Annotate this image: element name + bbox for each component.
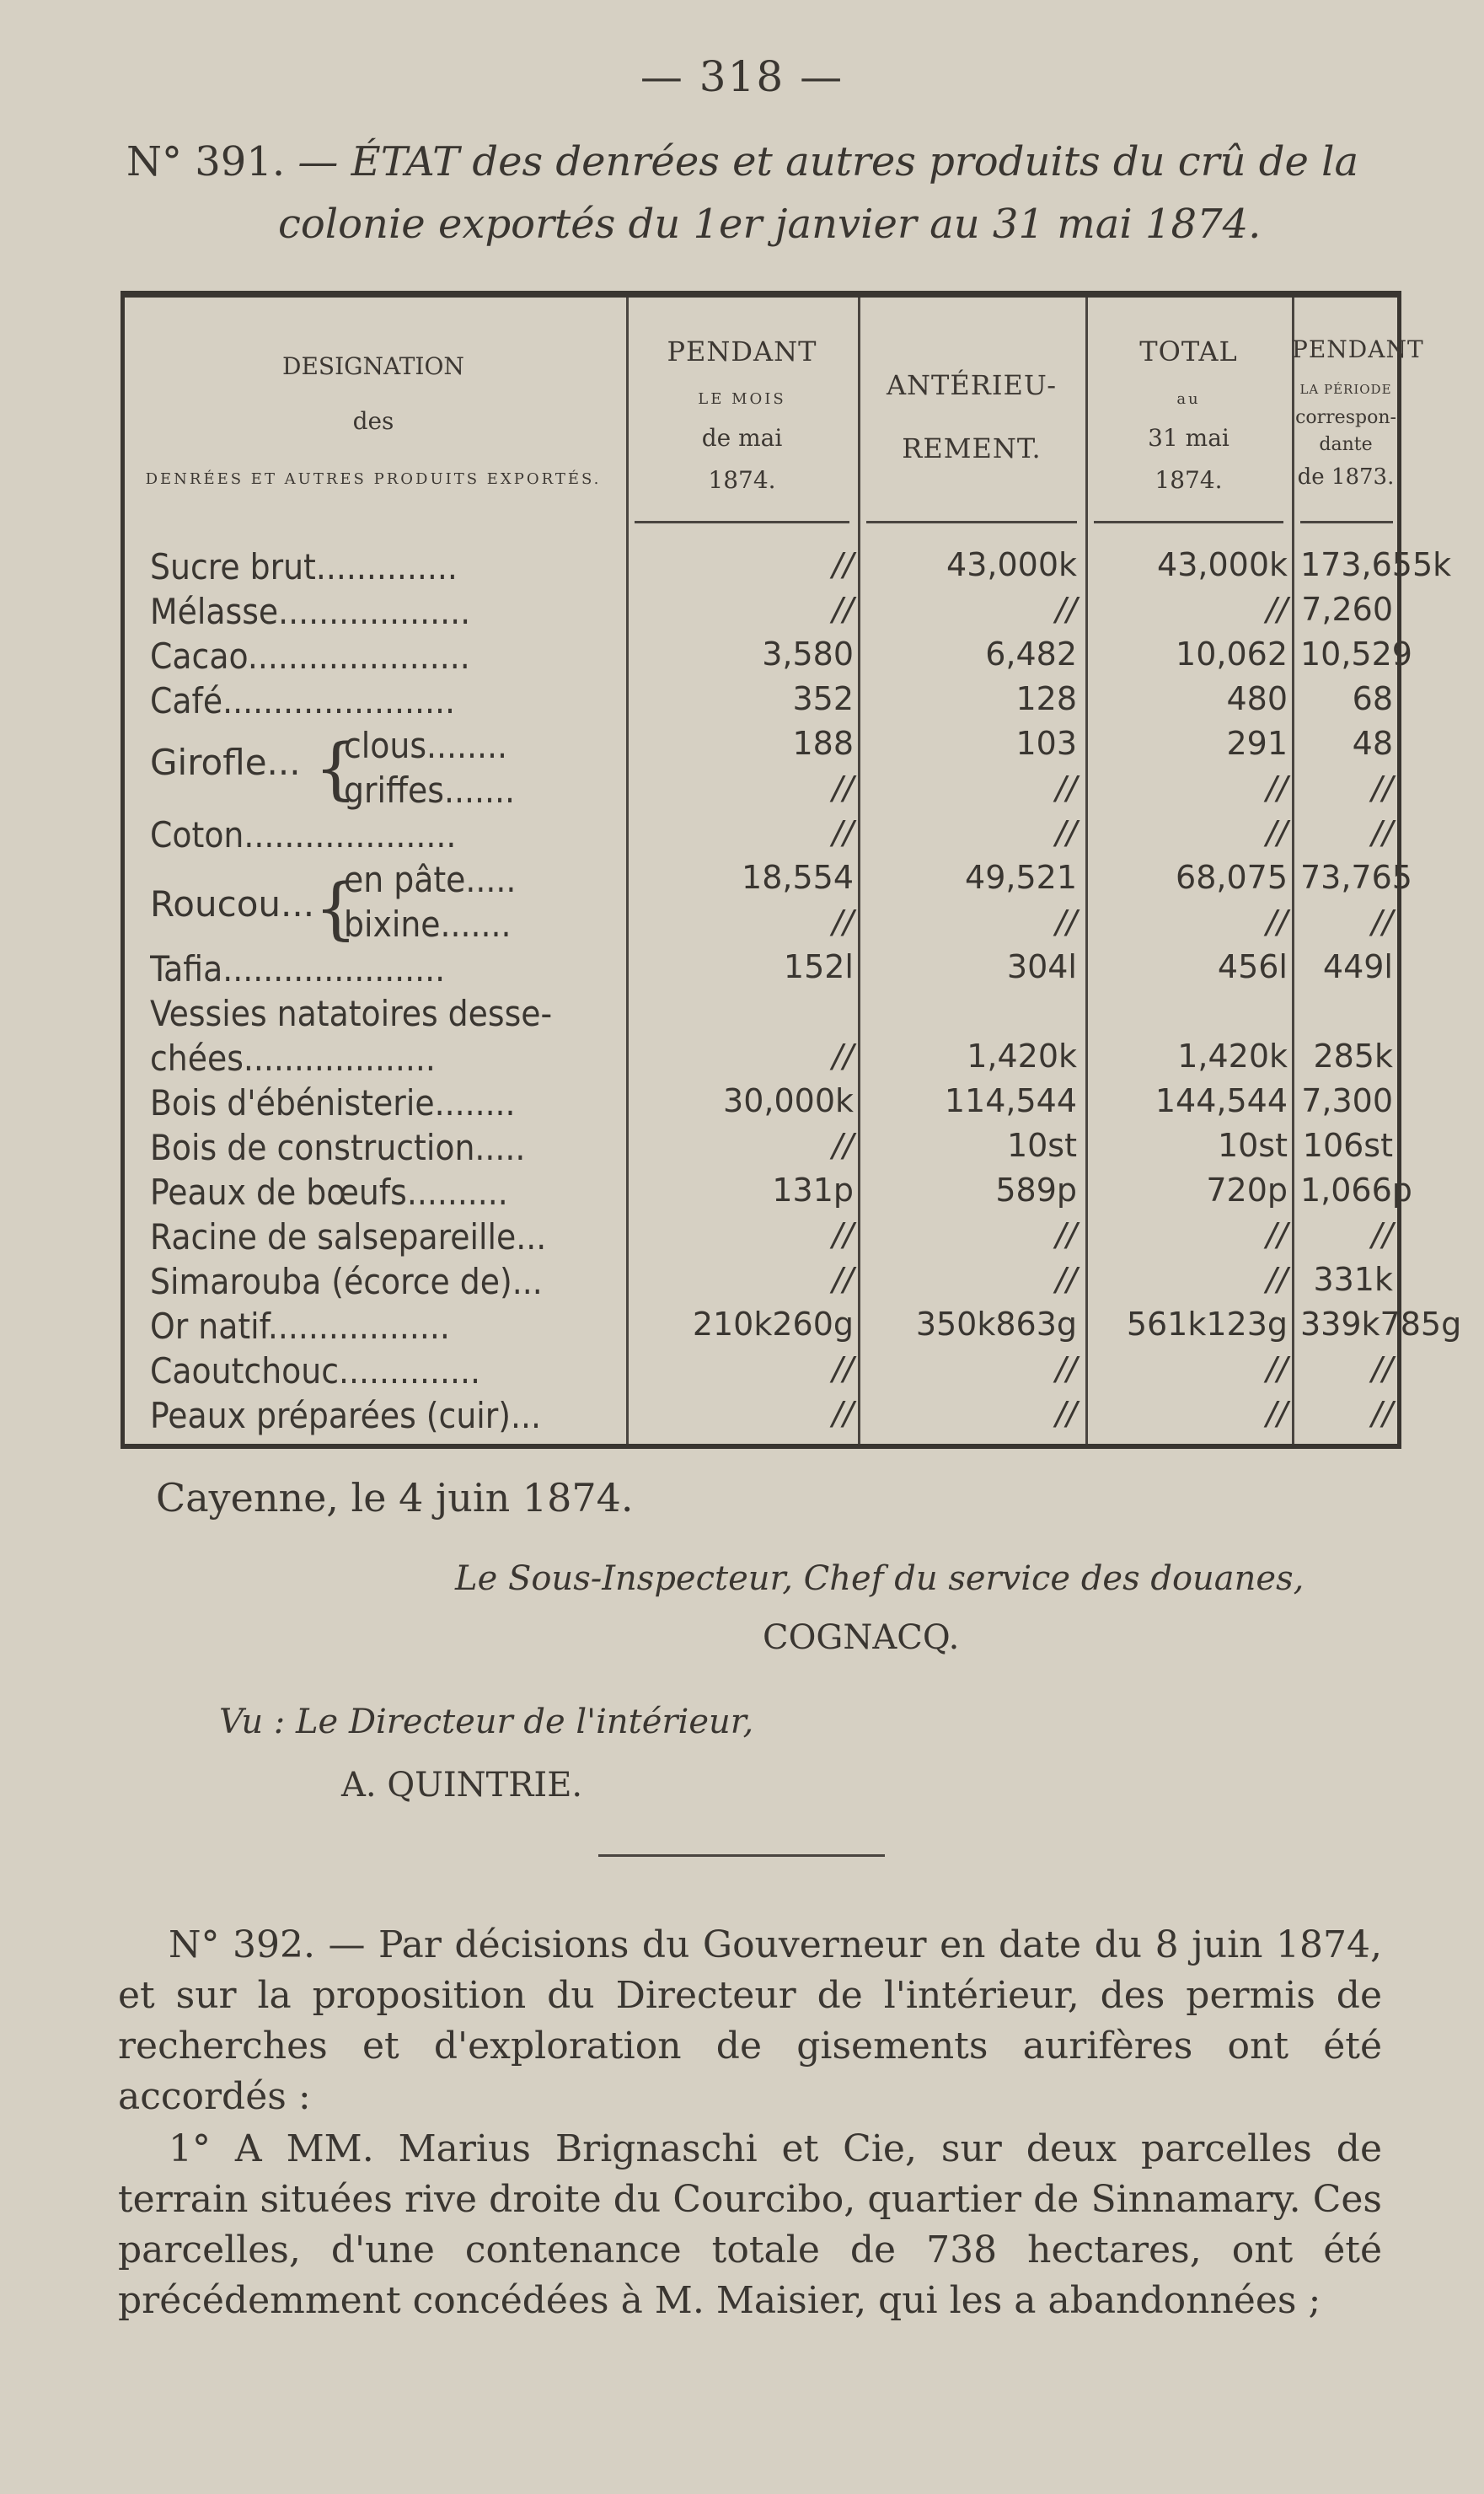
row-value-c4: 68 bbox=[1352, 680, 1393, 717]
row-value-c3: // bbox=[1266, 1395, 1288, 1432]
header-de-1873: de 1873. bbox=[1297, 464, 1395, 490]
title-line-2: colonie exportés du 1er janvier au 31 mai 1874. bbox=[278, 201, 1262, 248]
header-au: au bbox=[1176, 390, 1201, 408]
row-value-c1: // bbox=[832, 770, 854, 807]
row-value-c4: // bbox=[1371, 904, 1393, 941]
row-value-c3: 1,420k bbox=[1177, 1038, 1288, 1075]
header-correspon: correspon- bbox=[1295, 407, 1396, 428]
title-line-1: — ÉTAT des denrées et autres produits du crû de la bbox=[285, 138, 1359, 185]
document-title bbox=[126, 131, 1407, 255]
row-value-c3: 10st bbox=[1217, 1127, 1288, 1164]
row-value-c4: 339k785g bbox=[1300, 1306, 1462, 1343]
row-product-name: Mélasse................... bbox=[150, 591, 471, 632]
row-value-c3: // bbox=[1266, 770, 1288, 807]
row-value-c1: // bbox=[832, 1127, 854, 1164]
signature-title: Le Sous-Inspecteur, Chef du service des douanes, bbox=[455, 1559, 1305, 1598]
header-dante: dante bbox=[1319, 434, 1373, 455]
row-value-c2: 304l bbox=[1006, 948, 1077, 985]
row-value-c3: 561k123g bbox=[1126, 1306, 1288, 1343]
place-date: Cayenne, le 4 juin 1874. bbox=[156, 1475, 634, 1521]
section-separator bbox=[598, 1854, 885, 1857]
row-value-c1: // bbox=[832, 1216, 854, 1253]
row-product-name: Bois de construction..... bbox=[150, 1127, 526, 1168]
row-value-c3: // bbox=[1266, 1216, 1288, 1253]
row-value-c2: 49,521 bbox=[965, 859, 1077, 896]
table-row bbox=[121, 680, 1401, 727]
row-value-c3: // bbox=[1266, 1350, 1288, 1387]
row-value-c4: 173,655k bbox=[1300, 546, 1452, 583]
header-anterieu: ANTÉRIEU- bbox=[886, 369, 1058, 401]
row-value-c1: 131p bbox=[772, 1172, 854, 1209]
row-value-c2: // bbox=[1055, 814, 1077, 851]
row-value-c3: 480 bbox=[1226, 680, 1288, 717]
row-value-c4: // bbox=[1371, 1350, 1393, 1387]
row-value-c4: 7,300 bbox=[1301, 1082, 1393, 1119]
row-value-c4: // bbox=[1371, 1395, 1393, 1432]
roucou-label: Roucou... bbox=[150, 883, 315, 925]
row-value-c1: // bbox=[832, 814, 854, 851]
header-rule-1 bbox=[635, 521, 849, 523]
header-rule-4 bbox=[1300, 521, 1393, 523]
row-product-name: Café....................... bbox=[150, 680, 456, 721]
header-rule-3 bbox=[1094, 521, 1283, 523]
table-row bbox=[121, 725, 1401, 772]
table-row bbox=[121, 1350, 1401, 1397]
exports-table bbox=[121, 291, 1462, 1449]
header-31-mai: 31 mai bbox=[1148, 424, 1230, 452]
row-value-c1: 18,554 bbox=[742, 859, 854, 896]
vu-name: A. QUINTRIE. bbox=[341, 1766, 583, 1805]
signature-name: COGNACQ. bbox=[763, 1618, 960, 1657]
row-value-c4: 331k bbox=[1313, 1261, 1393, 1298]
header-pendant-2: PENDANT bbox=[1292, 335, 1424, 363]
row-value-c4: 48 bbox=[1352, 725, 1393, 762]
table-row bbox=[121, 1127, 1401, 1174]
header-rule-2 bbox=[866, 521, 1077, 523]
header-la-periode: LA PÉRIODE bbox=[1299, 382, 1392, 397]
row-value-c1: 188 bbox=[792, 725, 854, 762]
girofle-label: Girofle... bbox=[150, 742, 301, 783]
row-value-c4: // bbox=[1371, 1216, 1393, 1253]
row-value-c3: // bbox=[1266, 1261, 1288, 1298]
row-value-c4: 106st bbox=[1302, 1127, 1393, 1164]
row-value-c4: // bbox=[1371, 770, 1393, 807]
table-row bbox=[121, 1306, 1462, 1353]
row-value-c3: 720p bbox=[1206, 1172, 1288, 1209]
row-value-c4: 1,066p bbox=[1300, 1172, 1412, 1209]
paragraph-392: N° 392. — Par décisions du Gouverneur en date du 8 juin 1874, et sur la proposition du Directeur de l'intérieur, des permis de recherches et d'exploration de gisements aurifères ont été accordés : bbox=[118, 1923, 1382, 2118]
row-value-c2: // bbox=[1055, 1350, 1077, 1387]
table-row bbox=[121, 993, 1401, 1040]
table-row bbox=[121, 1038, 1401, 1085]
table-row bbox=[121, 770, 1401, 817]
row-value-c2: 589p bbox=[995, 1172, 1077, 1209]
row-value-c2: // bbox=[1055, 904, 1077, 941]
row-value-c3: 291 bbox=[1226, 725, 1288, 762]
row-product-name: chées................... bbox=[150, 1038, 436, 1079]
vu-line: Vu : Le Directeur de l'intérieur, bbox=[219, 1703, 754, 1741]
row-value-c3: // bbox=[1266, 591, 1288, 628]
row-product-name: griffes....... bbox=[344, 770, 515, 811]
row-value-c4: 73,765 bbox=[1300, 859, 1412, 896]
table-row bbox=[121, 814, 1401, 861]
row-value-c4: // bbox=[1371, 814, 1393, 851]
row-product-name: Simarouba (écorce de)... bbox=[150, 1261, 543, 1302]
row-value-c2: 10st bbox=[1006, 1127, 1077, 1164]
table-row bbox=[121, 546, 1452, 593]
row-product-name: Bois d'ébénisterie........ bbox=[150, 1082, 516, 1124]
row-value-c1: 152l bbox=[783, 948, 854, 985]
row-value-c2: 103 bbox=[1015, 725, 1077, 762]
table-row bbox=[121, 591, 1401, 638]
table-row bbox=[121, 1216, 1401, 1263]
row-product-name: Or natif.................. bbox=[150, 1306, 450, 1347]
header-denrees: DENRÉES ET AUTRES PRODUITS EXPORTÉS. bbox=[145, 470, 602, 488]
row-value-c3: 43,000k bbox=[1157, 546, 1288, 583]
header-des: des bbox=[352, 407, 394, 435]
row-product-name: en pâte..... bbox=[344, 859, 517, 900]
row-value-c1: // bbox=[832, 591, 854, 628]
table-row bbox=[121, 948, 1401, 995]
row-product-name: Cacao...................... bbox=[150, 636, 470, 677]
header-pendant: PENDANT bbox=[667, 335, 817, 367]
roucou-brace: { bbox=[314, 869, 357, 947]
table-row bbox=[121, 1082, 1401, 1129]
row-value-c1: 352 bbox=[792, 680, 854, 717]
row-value-c4: 285k bbox=[1313, 1038, 1393, 1075]
row-value-c3: // bbox=[1266, 904, 1288, 941]
row-value-c1: // bbox=[832, 904, 854, 941]
header-rement: REMENT. bbox=[902, 432, 1042, 464]
row-value-c4: 7,260 bbox=[1301, 591, 1393, 628]
row-value-c2: 1,420k bbox=[967, 1038, 1077, 1075]
row-value-c1: 210k260g bbox=[692, 1306, 854, 1343]
row-value-c1: // bbox=[832, 546, 854, 583]
title-number: N° 391. bbox=[126, 138, 286, 185]
row-value-c3: 68,075 bbox=[1176, 859, 1288, 896]
row-value-c2: 114,544 bbox=[944, 1082, 1077, 1119]
table-row bbox=[121, 1172, 1412, 1219]
row-product-name: Sucre brut.............. bbox=[150, 546, 458, 587]
header-1874: 1874. bbox=[708, 466, 776, 494]
paragraph-392-item-1: 1° A MM. Marius Brignaschi et Cie, sur deux parcelles de terrain situées rive droite du Courcibo, quartier de Sinnamary. Ces parcelles, d'une contenance totale de 738 hectares, ont été précédemment concédées à M. Maisier, qui les a abandonnées ; bbox=[118, 2127, 1382, 2322]
header-total-1874: 1874. bbox=[1155, 466, 1223, 494]
header-total: TOTAL bbox=[1139, 335, 1238, 367]
row-value-c2: // bbox=[1055, 1395, 1077, 1432]
table-row bbox=[121, 636, 1412, 683]
row-value-c1: 30,000k bbox=[723, 1082, 854, 1119]
header-le-mois: LE MOIS bbox=[698, 390, 786, 408]
row-product-name: Caoutchouc.............. bbox=[150, 1350, 480, 1392]
row-product-name: clous........ bbox=[344, 725, 508, 766]
row-value-c2: // bbox=[1055, 1261, 1077, 1298]
row-value-c3: 10,062 bbox=[1176, 636, 1288, 673]
row-value-c2: 6,482 bbox=[985, 636, 1077, 673]
row-product-name: Tafia...................... bbox=[150, 948, 446, 990]
header-designation: DESIGNATION bbox=[282, 352, 464, 380]
row-value-c1: // bbox=[832, 1038, 854, 1075]
table-row bbox=[121, 1261, 1401, 1308]
row-product-name: Peaux préparées (cuir)... bbox=[150, 1395, 542, 1436]
row-value-c4: 10,529 bbox=[1300, 636, 1412, 673]
row-value-c2: // bbox=[1055, 770, 1077, 807]
row-value-c1: 3,580 bbox=[762, 636, 854, 673]
girofle-brace: { bbox=[314, 729, 357, 807]
row-value-c3: 144,544 bbox=[1155, 1082, 1288, 1119]
table-row bbox=[121, 1395, 1401, 1442]
page-number: — 318 — bbox=[640, 52, 844, 101]
row-value-c1: // bbox=[832, 1350, 854, 1387]
row-product-name: bixine....... bbox=[344, 904, 512, 945]
row-value-c2: // bbox=[1055, 591, 1077, 628]
row-value-c2: 350k863g bbox=[915, 1306, 1077, 1343]
row-product-name: Racine de salsepareille... bbox=[150, 1216, 547, 1258]
row-product-name: Coton..................... bbox=[150, 814, 457, 855]
row-value-c1: // bbox=[832, 1395, 854, 1432]
row-value-c4: 449l bbox=[1322, 948, 1393, 985]
row-value-c2: 128 bbox=[1015, 680, 1077, 717]
row-value-c2: 43,000k bbox=[946, 546, 1077, 583]
row-value-c3: // bbox=[1266, 814, 1288, 851]
row-product-name: Vessies natatoires desse- bbox=[150, 993, 553, 1034]
row-value-c1: // bbox=[832, 1261, 854, 1298]
row-value-c3: 456l bbox=[1217, 948, 1288, 985]
row-value-c2: // bbox=[1055, 1216, 1077, 1253]
header-de-mai: de mai bbox=[701, 424, 783, 452]
row-product-name: Peaux de bœufs.......... bbox=[150, 1172, 508, 1213]
